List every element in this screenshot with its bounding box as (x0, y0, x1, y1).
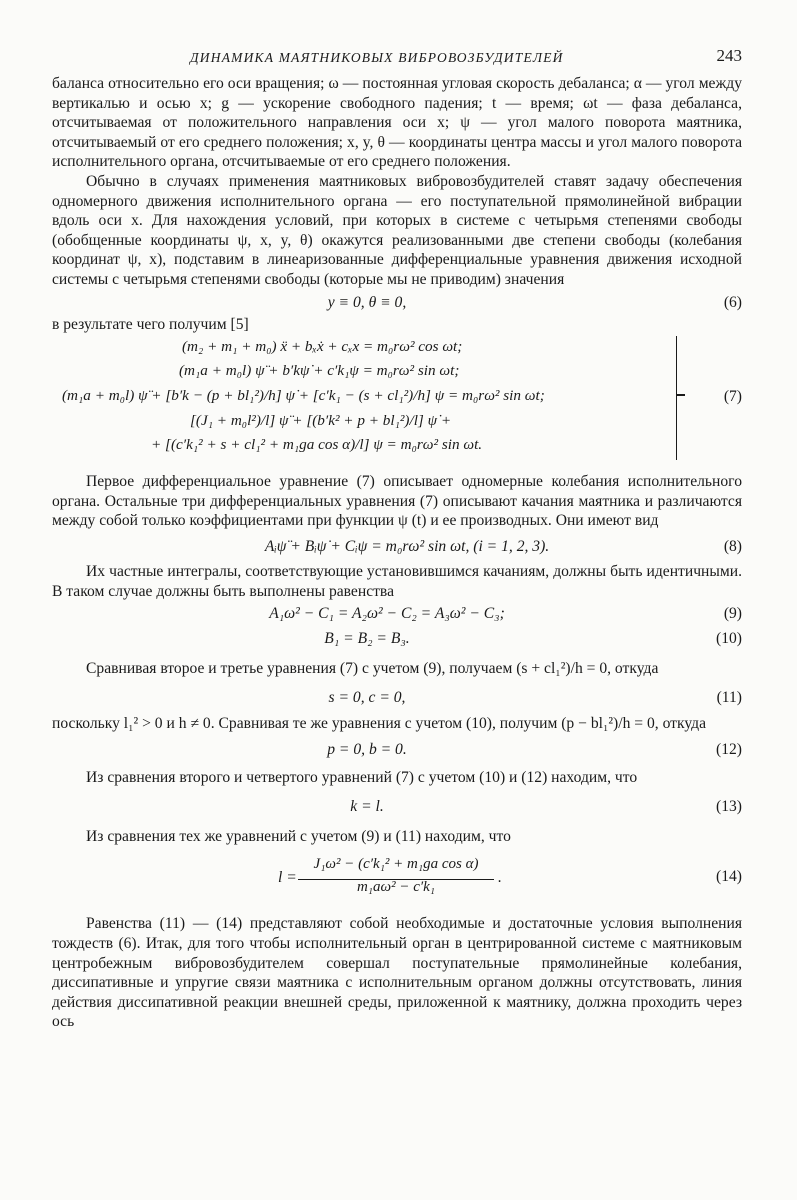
equation-9 (52, 601, 742, 626)
paragraph-4: Первое дифференциальное уравнение (7) описывает одномерные колебания исполнительного органа. Остальные три дифференциальных уравнения (7) описывают качания маятника и различаются между собой только коэффициентами при функции ψ (t) и ее производных. Они имеют вид (52, 473, 742, 530)
equation-14-tail: . (498, 869, 502, 887)
equation-7-number: (7) (723, 388, 742, 406)
system-line-5: + [(c′k₁² + s + cl₁² + m₁ga cos α)/l] ψ = m₀rω² sin ωt. (151, 436, 483, 454)
equation-8 (52, 534, 742, 559)
running-title: ДИНАМИКА МАЯТНИКОВЫХ ВИБРОВОЗБУДИТЕЛЕЙ (190, 50, 564, 65)
equation-8-number: (8) (723, 537, 742, 555)
equation-14-number: (14) (716, 868, 742, 886)
page-header (52, 44, 742, 74)
equation-11 (52, 685, 742, 710)
paragraph-5: Их частные интегралы, соответствующие установившимся качаниям, должны быть идентичными. В таком случае должны быть выполнены равенства (52, 562, 742, 600)
equation-11-body: s = 0, c = 0, (328, 688, 406, 706)
system-line-4: [(J₁ + m₀l²)/l] ψ̈ + [(b′k² + p + bl₁²)/l] ψ̇ + (190, 412, 452, 430)
equation-6-body: y ≡ 0, θ ≡ 0, (327, 293, 407, 311)
equation-14 (52, 852, 742, 902)
equation-6 (52, 290, 742, 315)
system-line-2: (m₁a + m₀l) ψ̈ + b′kψ̇ + c′k₁ψ = m₀rω² sin ωt; (179, 362, 460, 380)
equation-9-body: A₁ω² − C₁ = A₂ω² − C₂ = A₃ω² − C₃; (269, 605, 505, 623)
equation-14-fraction (52, 852, 682, 898)
equation-13-number: (13) (716, 797, 742, 815)
equation-14-denominator: m₁aω² − c′k₁ (356, 879, 436, 896)
paragraph-1: баланса относительно его оси вращения; ω — постоянная угловая скорость дебаланса; α — угол между вертикалью и осью x; g — ускорение свободного падения; t — время; ωt — фаза дебаланса, отсчитываемая от положительного направления оси x; ψ — угол малого поворота маятника, отсчитываемый от его среднего положения; x, y, θ — координаты центра массы и угол малого поворота исполнительного органа, отсчитываемые от его среднего положения. (52, 75, 742, 171)
paragraph-10: Равенства (11) — (14) представляют собой необходимые и достаточные условия выполнения тождеств (6). Итак, для того чтобы исполнительный орган в центрированной системе с маятниковым центробежным вибровозбудителем совершал поступательные прямолинейные колебания, диссипативные и упругие связи маятника с исполнительным органом должны отсутствовать, линия действия диссипативной реакции внешней среды, приложенной к маятнику, должна проходить через ось (52, 915, 742, 1031)
right-brace (664, 336, 677, 460)
equation-8-body: Aᵢψ̈ + Bᵢψ̇ + Cᵢψ = m₀rω² sin ωt, (i = 1, 2, 3). (264, 537, 550, 555)
equation-9-number: (9) (723, 605, 742, 623)
equation-10 (52, 626, 742, 651)
system-line-1: (m₂ + m₁ + m₀) ẍ + bₓẋ + cₓx = m₀rω² cos ωt; (182, 338, 463, 356)
page (52, 44, 742, 1032)
equation-12-number: (12) (716, 741, 742, 759)
equation-13 (52, 794, 742, 819)
equation-10-number: (10) (716, 630, 742, 648)
equation-6-number: (6) (723, 293, 742, 311)
paragraph-8: Из сравнения второго и четвертого уравнений (7) с учетом (10) и (12) находим, что (86, 769, 638, 787)
equation-system-7 (52, 336, 742, 464)
equation-14-numerator: J₁ω² − (c′k₁² + m₁ga cos α) (298, 852, 494, 880)
system-line-3: (m₁a + m₀l) ψ̈ + [b′k − (p + bl₁²)/h] ψ̇ + [c′k₁ − (s + cl₁²)/h] ψ = m₀rω² sin ωt; (62, 387, 545, 405)
paragraph-9: Из сравнения тех же уравнений с учетом (9) и (11) находим, что (86, 827, 511, 845)
paragraph-6: Сравнивая второе и третье уравнения (7) с учетом (9), получаем (s + cl₁²)/h = 0, откуда (86, 660, 659, 678)
equation-11-number: (11) (716, 688, 742, 706)
page-number: 243 (716, 46, 742, 65)
equation-13-body: k = l. (350, 797, 384, 815)
equation-10-body: B₁ = B₂ = B₃. (324, 630, 410, 648)
paragraph-2: Обычно в случаях применения маятниковых вибровозбудителей ставят задачу обеспечения одномерного движения исполнительного органа — его поступательной прямолинейной вибрации вдоль оси x. Для нахождения условий, при которых в системе с четырьмя степенями свободы (обобщенные координаты ψ, x, y, θ) окажутся реализованными две степени свободы (колебания координат ψ, x), подставим в линеаризованные дифференциальные уравнения движения исходной системы с четырьмя степенями свободы (которые мы не приводим) значения (52, 172, 742, 288)
equation-12 (52, 737, 742, 762)
equation-14-lhs: l = (278, 869, 297, 887)
paragraph-3: в результате чего получим [5] (52, 315, 249, 333)
equation-12-body: p = 0, b = 0. (327, 741, 407, 759)
paragraph-7: поскольку l₁² > 0 и h ≠ 0. Сравнивая те же уравнения с учетом (10), получим (p − bl₁²)/h = 0, откуда (52, 714, 706, 732)
